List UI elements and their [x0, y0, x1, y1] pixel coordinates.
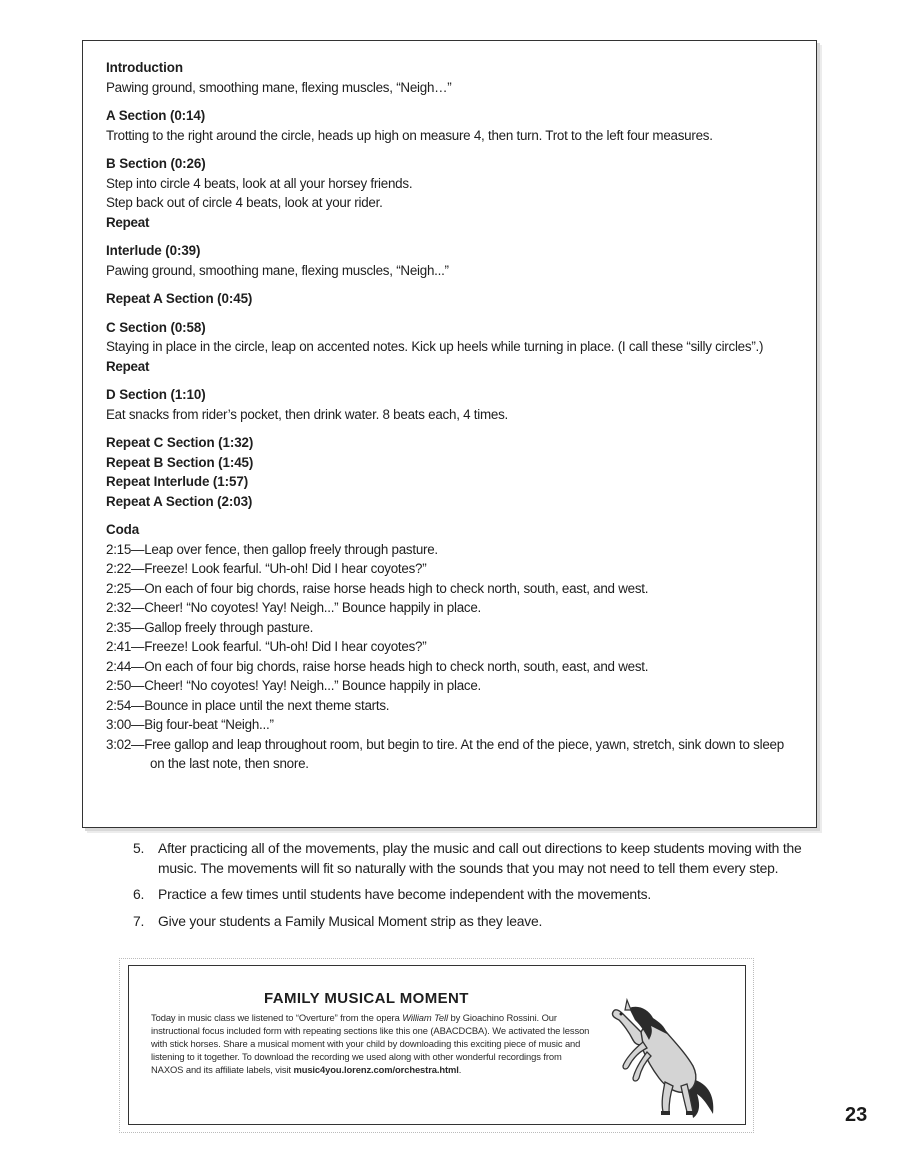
coda-line: 2:44—On each of four big chords, raise horse heads high to check north, south, east, and west.	[106, 658, 649, 674]
step-number: 7.	[133, 912, 145, 929]
coda-line: 3:02—Free gallop and leap throughout room, but begin to tire. At the end of the piece, yawn, stretch, sink down to sleep on the last note, then snore.	[106, 736, 784, 771]
section-heading: Repeat A Section (0:45)	[106, 291, 253, 306]
page-number: 23	[845, 1104, 868, 1126]
fmm-text-2: by Gioachino Rossini. Our instructional focus included form with repeating sections like this one (ABACDCBA). We activated the lesson with stick horses. Share a musical moment with your child by downloading this exciting piece of music and listening to it together. To download the recording we used along with other wonderful recordings from NAXOS and its affiliate labels, visit	[151, 1012, 590, 1075]
repeat-heading: Repeat C Section (1:32)	[106, 435, 254, 450]
form-section	[106, 289, 816, 309]
coda-line: 3:00—Big four-beat “Neigh...”	[106, 717, 274, 732]
fmm-work-title: William Tell	[402, 1012, 448, 1023]
fmm-text-3: .	[458, 1064, 462, 1075]
section-line: Pawing ground, smoothing mane, flexing muscles, “Neigh...”	[106, 262, 449, 278]
form-section	[106, 106, 816, 145]
coda-line: 2:22—Freeze! Look fearful. “Uh-oh! Did I hear coyotes?”	[106, 561, 427, 576]
steps-list	[133, 839, 803, 938]
coda-line: 2:15—Leap over fence, then gallop freely through pasture.	[106, 541, 438, 557]
coda-line: 2:25—On each of four big chords, raise horse heads high to check north, south, east, and west.	[106, 580, 649, 596]
form-section	[106, 58, 816, 97]
step-text: Give your students a Family Musical Moment strip as they leave.	[158, 912, 543, 929]
step-item	[133, 839, 803, 878]
coda-lines	[106, 540, 816, 774]
repeat-list	[106, 433, 816, 511]
section-line: Staying in place in the circle, leap on accented notes. Kick up heels while turning in place. (I call these “silly circles”.)	[106, 339, 764, 354]
coda-line: 2:32—Cheer! “No coyotes! Yay! Neigh...” Bounce happily in place.	[106, 600, 482, 615]
coda-line: 2:41—Freeze! Look fearful. “Uh-oh! Did I hear coyotes?”	[106, 639, 427, 654]
section-line: Step back out of circle 4 beats, look at your rider.	[106, 195, 383, 210]
form-section	[106, 154, 816, 232]
section-heading: C Section (0:58)	[106, 319, 206, 335]
form-section	[106, 318, 816, 377]
fmm-link[interactable]: music4you.lorenz.com/orchestra.html	[293, 1064, 459, 1075]
repeat-label: Repeat	[106, 358, 150, 374]
fmm-title: FAMILY MUSICAL MOMENT	[264, 990, 469, 1007]
step-text: After practicing all of the movements, play the music and call out directions to keep students moving with the music. The movements will fit so naturally with the sounds that you may not need to tell them every step.	[158, 840, 802, 876]
repeat-heading: Repeat Interlude (1:57)	[106, 474, 249, 489]
step-item	[133, 885, 803, 905]
section-heading: D Section (1:10)	[106, 387, 206, 402]
coda-line: 2:35—Gallop freely through pasture.	[106, 619, 314, 635]
repeat-heading: Repeat B Section (1:45)	[106, 454, 254, 470]
form-section	[106, 385, 816, 424]
choreography-box	[82, 40, 817, 828]
section-line: Eat snacks from rider’s pocket, then drink water. 8 beats each, 4 times.	[106, 406, 509, 422]
repeat-heading: Repeat A Section (2:03)	[106, 493, 253, 509]
coda-section	[106, 520, 816, 774]
fmm-body	[151, 1011, 596, 1076]
coda-heading: Coda	[106, 522, 140, 537]
section-line: Step into circle 4 beats, look at all your horsey friends.	[106, 175, 413, 191]
step-number: 6.	[133, 886, 145, 902]
section-line: Trotting to the right around the circle, heads up high on measure 4, then turn. Trot to the left four measures.	[106, 127, 713, 143]
rearing-horse-icon	[589, 986, 739, 1121]
coda-line: 2:54—Bounce in place until the next theme starts.	[106, 697, 390, 713]
family-musical-moment-strip	[128, 965, 746, 1125]
section-heading: A Section (0:14)	[106, 108, 206, 123]
section-line: Pawing ground, smoothing mane, flexing muscles, “Neigh…”	[106, 79, 452, 95]
section-heading: Interlude (0:39)	[106, 243, 201, 258]
section-heading: B Section (0:26)	[106, 156, 206, 171]
coda-line: 2:50—Cheer! “No coyotes! Yay! Neigh...” Bounce happily in place.	[106, 678, 482, 693]
fmm-text-1: Today in music class we listened to “Overture” from the opera	[151, 1012, 403, 1023]
section-heading: Introduction	[106, 60, 183, 75]
repeat-label: Repeat	[106, 214, 150, 230]
step-item	[133, 912, 803, 932]
step-number: 5.	[133, 840, 145, 856]
form-section	[106, 241, 816, 280]
sections-list	[106, 58, 816, 424]
step-text: Practice a few times until students have become independent with the movements.	[158, 886, 652, 902]
